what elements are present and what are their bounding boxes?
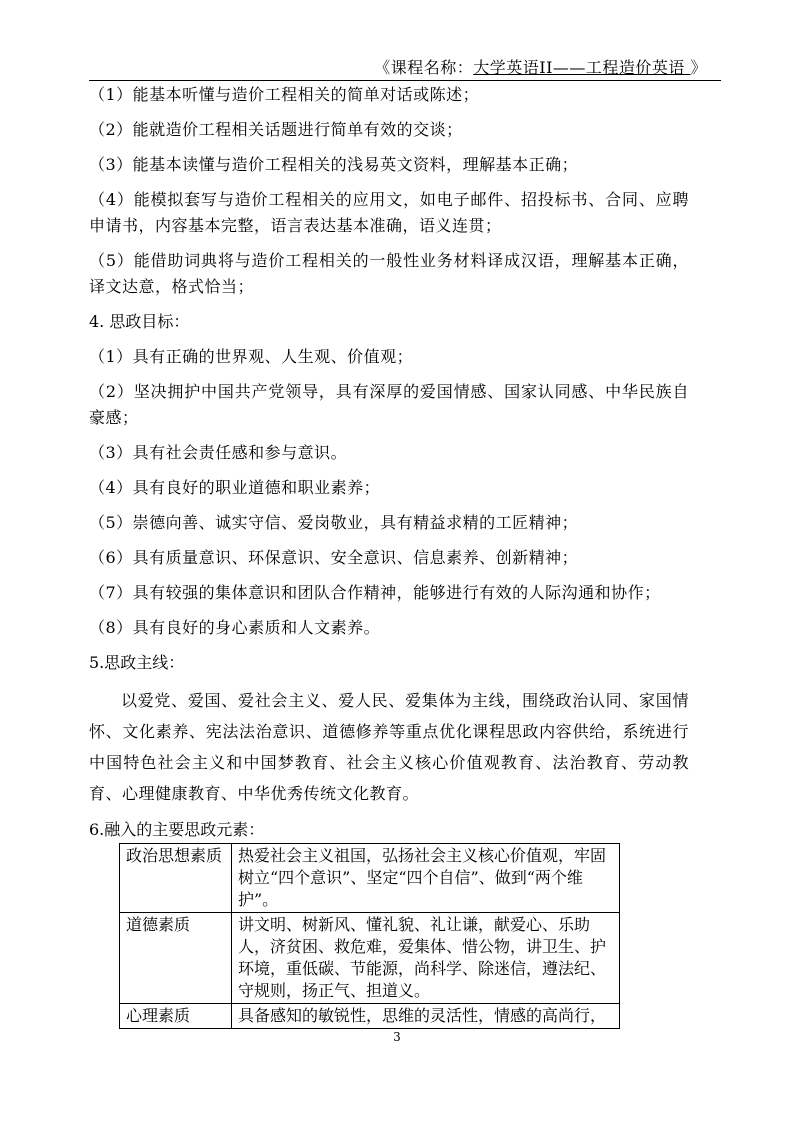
header-course-title bbox=[374, 55, 707, 78]
ideology-goal-6: （6）具有质量意识、环保意识、安全意识、信息素养、创新精神； bbox=[89, 548, 579, 567]
table-row bbox=[120, 1004, 620, 1029]
table-cell-content: 讲文明、树新风、懂礼貌、礼让谦，献爱心、乐助人，济贫困、救危难，爱集体、惜公物，讲卫生、护环境，重低碳、节能源，尚科学、除迷信，遵法纪、守规则，扬正气、担道义。 bbox=[232, 913, 620, 1004]
table-cell-label: 政治思想素质 bbox=[120, 844, 232, 913]
objective-item-4: （4）能模拟套写与造价工程相关的应用文，如电子邮件、招投标书、合同、应聘申请书，内容基本完整，语言表达基本准确，语义连贯； bbox=[89, 190, 689, 235]
section-4-heading: 4. 思政目标： bbox=[89, 312, 190, 331]
objective-item-5: （5）能借助词典将与造价工程相关的一般性业务材料译成汉语，理解基本正确，译文达意，格式恰当； bbox=[89, 251, 689, 296]
table-cell-content: 具备感知的敏锐性，思维的灵活性，情感的高尚行， bbox=[232, 1004, 620, 1029]
table-cell-content: 热爱社会主义祖国，弘扬社会主义核心价值观，牢固树立“四个意识”、坚定“四个自信”、做到“两个维护”。 bbox=[232, 844, 620, 913]
header-course-name: 大学英语II——工程造价英语 bbox=[473, 58, 691, 77]
objective-item-3: （3）能基本读懂与造价工程相关的浅易英文资料，理解基本正确； bbox=[89, 155, 579, 174]
section-5-heading: 5.思政主线： bbox=[89, 653, 185, 672]
table-cell-label: 道德素质 bbox=[120, 913, 232, 1004]
table-row bbox=[120, 913, 620, 1004]
objective-item-2: （2）能就造价工程相关话题进行简单有效的交谈； bbox=[89, 120, 463, 139]
ideology-elements-table bbox=[119, 843, 620, 1029]
ideology-goal-8: （8）具有良好的身心素质和人文素养。 bbox=[89, 618, 381, 637]
header-suffix: 》 bbox=[690, 58, 707, 77]
ideology-goal-7: （7）具有较强的集体意识和团队合作精神，能够进行有效的人际沟通和协作； bbox=[89, 583, 661, 602]
objective-item-1: （1）能基本听懂与造价工程相关的简单对话或陈述； bbox=[89, 85, 480, 104]
page-number: 3 bbox=[393, 1030, 401, 1044]
section-6-heading: 6.融入的主要思政元素： bbox=[89, 820, 265, 839]
table-cell-label: 心理素质 bbox=[120, 1004, 232, 1029]
table-row bbox=[120, 844, 620, 913]
ideology-goal-4: （4）具有良好的职业道德和职业素养； bbox=[89, 478, 381, 497]
ideology-goal-5: （5）崇德向善、诚实守信、爱岗敬业，具有精益求精的工匠精神； bbox=[89, 513, 579, 532]
ideology-goal-1: （1）具有正确的世界观、人生观、价值观； bbox=[89, 347, 414, 366]
section-5-paragraph: 以爱党、爱国、爱社会主义、爱人民、爱集体为主线，围绕政治认同、家国情怀、文化素养、宪法法治意识、道德修养等重点优化课程思政内容供给，系统进行中国特色社会主义和中国梦教育、社会主义核心价值观教育、法治教育、劳动教育、心理健康教育、中华优秀传统文化教育。 bbox=[89, 691, 689, 803]
ideology-goal-2: （2）坚决拥护中国共产党领导，具有深厚的爱国情感、国家认同感、中华民族自豪感； bbox=[89, 382, 689, 427]
header-prefix: 《课程名称： bbox=[374, 58, 474, 77]
ideology-goal-3: （3）具有社会责任感和参与意识。 bbox=[89, 443, 348, 462]
page-header bbox=[89, 56, 721, 81]
document-body bbox=[89, 82, 689, 841]
